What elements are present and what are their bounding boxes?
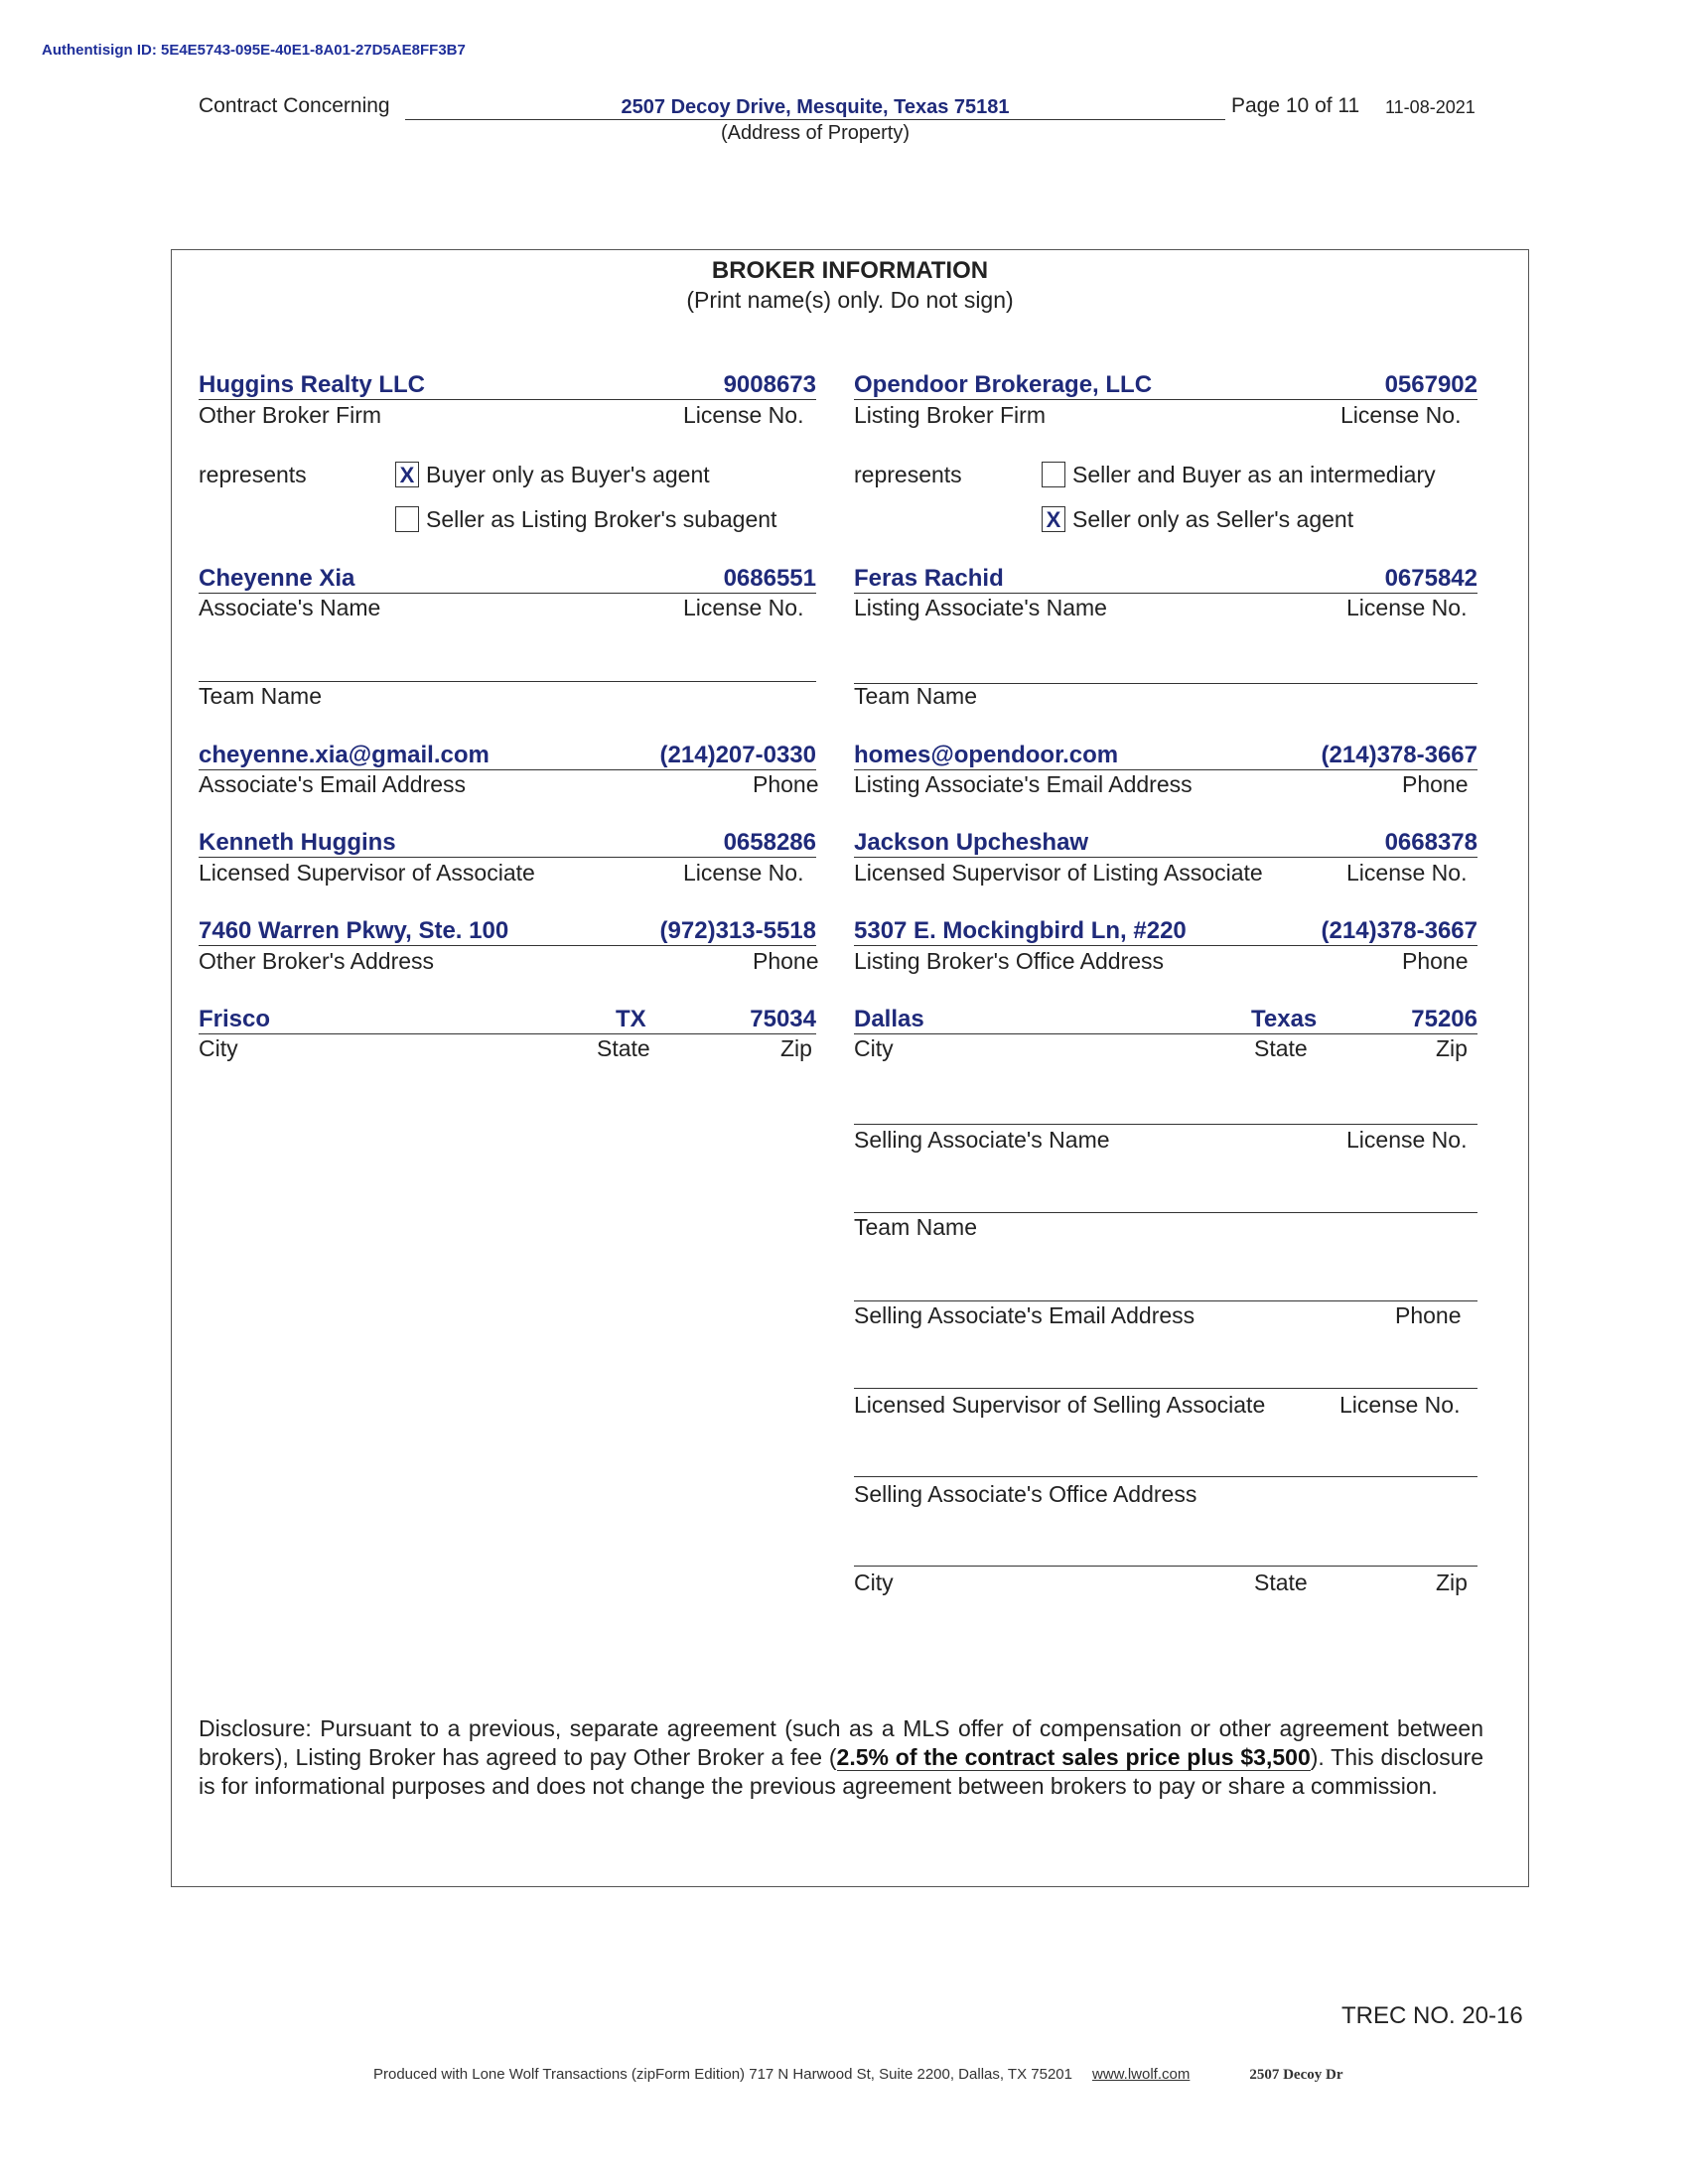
zip-label: Zip: [780, 1035, 812, 1061]
listing-supervisor-field[interactable]: [854, 830, 1477, 858]
supervisor-label: Licensed Supervisor of Associate: [199, 860, 535, 886]
associate-name-label: Associate's Name: [199, 595, 381, 620]
phone-label: Phone: [1395, 1302, 1462, 1328]
other-broker-city-field[interactable]: [199, 1007, 816, 1034]
subagent-label: Seller as Listing Broker's subagent: [426, 506, 777, 532]
other-broker-zip: 75034: [750, 1006, 816, 1032]
other-broker-phone: (972)313-5518: [659, 917, 816, 944]
intermediary-label: Seller and Buyer as an intermediary: [1072, 462, 1436, 487]
selling-associate-label: Selling Associate's Name: [854, 1127, 1110, 1153]
selling-city-field[interactable]: [854, 1539, 1477, 1567]
listing-associate-email: homes@opendoor.com: [854, 742, 1119, 768]
selling-office-field[interactable]: [854, 1449, 1477, 1477]
phone-label: Phone: [1402, 948, 1469, 974]
supervisor-license: 0658286: [723, 829, 816, 856]
license-no-label: License No.: [1340, 402, 1462, 428]
team-name-field[interactable]: [199, 654, 816, 682]
listing-city-field[interactable]: [854, 1007, 1477, 1034]
listing-associate-label: Listing Associate's Name: [854, 595, 1107, 620]
state-label: State: [1254, 1035, 1308, 1061]
footer-link[interactable]: www.lwolf.com: [1091, 2066, 1191, 2083]
other-broker-firm: Huggins Realty LLC: [199, 371, 426, 398]
associate-name-field[interactable]: [199, 566, 816, 594]
zip-label: Zip: [1436, 1570, 1468, 1595]
selling-team-name-field[interactable]: [854, 1185, 1477, 1213]
associate-license: 0686551: [723, 565, 816, 592]
other-broker-firm-field[interactable]: [199, 372, 816, 400]
listing-broker-license: 0567902: [1384, 371, 1477, 398]
other-broker-address: 7460 Warren Pkwy, Ste. 100: [199, 917, 509, 944]
phone-label: Phone: [753, 771, 819, 797]
license-no-label: License No.: [1346, 595, 1468, 620]
listing-supervisor-label: Licensed Supervisor of Listing Associate: [854, 860, 1263, 886]
selling-email-label: Selling Associate's Email Address: [854, 1302, 1196, 1328]
listing-zip: 75206: [1411, 1006, 1477, 1032]
other-broker-address-field[interactable]: [199, 918, 816, 946]
state-label: State: [1254, 1570, 1308, 1595]
contract-concerning-label: Contract Concerning: [199, 94, 390, 117]
seller-agent-label: Seller only as Seller's agent: [1072, 506, 1354, 532]
selling-supervisor-label: Licensed Supervisor of Selling Associate: [854, 1392, 1266, 1418]
intermediary-checkbox[interactable]: [1042, 462, 1065, 487]
broker-information-box: [171, 249, 1529, 1887]
seller-agent-checkbox[interactable]: X: [1042, 506, 1065, 532]
listing-office-address: 5307 E. Mockingbird Ln, #220: [854, 917, 1187, 944]
license-no-label: License No.: [1339, 1392, 1461, 1418]
listing-email-field[interactable]: [854, 743, 1477, 770]
supervisor-name: Kenneth Huggins: [199, 829, 396, 856]
page-number: Page 10 of 11: [1231, 94, 1360, 117]
disclosure-fee[interactable]: 2.5% of the contract sales price plus $3,500: [836, 1744, 1311, 1770]
trec-number: TREC NO. 20-16: [1341, 2002, 1523, 2029]
listing-broker-firm-field[interactable]: [854, 372, 1477, 400]
phone-label: Phone: [753, 948, 819, 974]
other-broker-firm-label: Other Broker Firm: [199, 402, 382, 428]
listing-office-phone: (214)378-3667: [1321, 917, 1477, 944]
address-caption: (Address of Property): [720, 122, 911, 144]
selling-associate-field[interactable]: [854, 1097, 1477, 1125]
buyer-agent-checkbox[interactable]: X: [395, 462, 419, 487]
city-label: City: [854, 1035, 894, 1061]
other-broker-state: TX: [616, 1006, 646, 1032]
phone-label: Phone: [1402, 771, 1469, 797]
team-name-label: Team Name: [854, 683, 977, 709]
listing-office-address-label: Listing Broker's Office Address: [854, 948, 1165, 974]
listing-email-label: Listing Associate's Email Address: [854, 771, 1193, 797]
selling-email-field[interactable]: [854, 1274, 1477, 1301]
license-no-label: License No.: [683, 860, 804, 886]
listing-associate-phone: (214)378-3667: [1321, 742, 1477, 768]
team-name-label: Team Name: [854, 1214, 977, 1240]
disclosure-text-2: ). This disclosure is for informational purposes and does not change the previous agreement between brokers to pay or share a commission.: [199, 1744, 1483, 1799]
other-broker-license: 9008673: [723, 371, 816, 398]
listing-broker-firm: Opendoor Brokerage, LLC: [854, 371, 1153, 398]
associate-email-field[interactable]: [199, 743, 816, 770]
represents-label: represents: [199, 462, 307, 487]
section-title: BROKER INFORMATION: [711, 257, 989, 284]
associate-email-label: Associate's Email Address: [199, 771, 467, 797]
listing-state: Texas: [1251, 1006, 1318, 1032]
represents-label: represents: [854, 462, 962, 487]
listing-broker-firm-label: Listing Broker Firm: [854, 402, 1046, 428]
form-date: 11-08-2021: [1385, 97, 1476, 117]
disclosure-text-1: Disclosure: Pursuant to a previous, separate agreement (such as a MLS offer of compensation or other agreement between brokers), Listing Broker has agreed to pay Other Broker a fee (: [199, 1715, 1483, 1770]
other-broker-address-label: Other Broker's Address: [199, 948, 435, 974]
footer: [373, 2066, 1342, 2084]
supervisor-field[interactable]: [199, 830, 816, 858]
associate-phone: (214)207-0330: [659, 742, 816, 768]
disclosure-paragraph: [199, 1714, 1483, 1801]
license-no-label: License No.: [683, 402, 804, 428]
license-no-label: License No.: [1346, 860, 1468, 886]
authentisign-id: Authentisign ID: 5E4E5743-095E-40E1-8A01-27D5AE8FF3B7: [42, 42, 466, 59]
listing-associate-field[interactable]: [854, 566, 1477, 594]
listing-city: Dallas: [854, 1006, 924, 1032]
zip-label: Zip: [1436, 1035, 1468, 1061]
associate-email: cheyenne.xia@gmail.com: [199, 742, 490, 768]
other-broker-city: Frisco: [199, 1006, 271, 1032]
subagent-checkbox[interactable]: [395, 506, 419, 532]
section-subtitle: (Print name(s) only. Do not sign): [686, 287, 1014, 313]
team-name-label: Team Name: [199, 683, 322, 709]
license-no-label: License No.: [1346, 1127, 1468, 1153]
state-label: State: [597, 1035, 650, 1061]
footer-produced: Produced with Lone Wolf Transactions (zipForm Edition) 717 N Harwood St, Suite 2200, Dallas, TX 75201: [373, 2066, 1072, 2083]
listing-office-address-field[interactable]: [854, 918, 1477, 946]
listing-associate-license: 0675842: [1384, 565, 1477, 592]
footer-file: 2507 Decoy Dr: [1249, 2067, 1343, 2083]
license-no-label: License No.: [683, 595, 804, 620]
listing-supervisor-name: Jackson Upcheshaw: [854, 829, 1089, 856]
selling-supervisor-field[interactable]: [854, 1361, 1477, 1389]
property-address: 2507 Decoy Drive, Mesquite, Texas 75181: [405, 95, 1225, 120]
city-label: City: [199, 1035, 238, 1061]
listing-team-name-field[interactable]: [854, 656, 1477, 684]
buyer-agent-label: Buyer only as Buyer's agent: [426, 462, 710, 487]
listing-supervisor-license: 0668378: [1384, 829, 1477, 856]
city-label: City: [854, 1570, 894, 1595]
selling-office-label: Selling Associate's Office Address: [854, 1481, 1197, 1507]
associate-name: Cheyenne Xia: [199, 565, 355, 592]
listing-associate-name: Feras Rachid: [854, 565, 1004, 592]
